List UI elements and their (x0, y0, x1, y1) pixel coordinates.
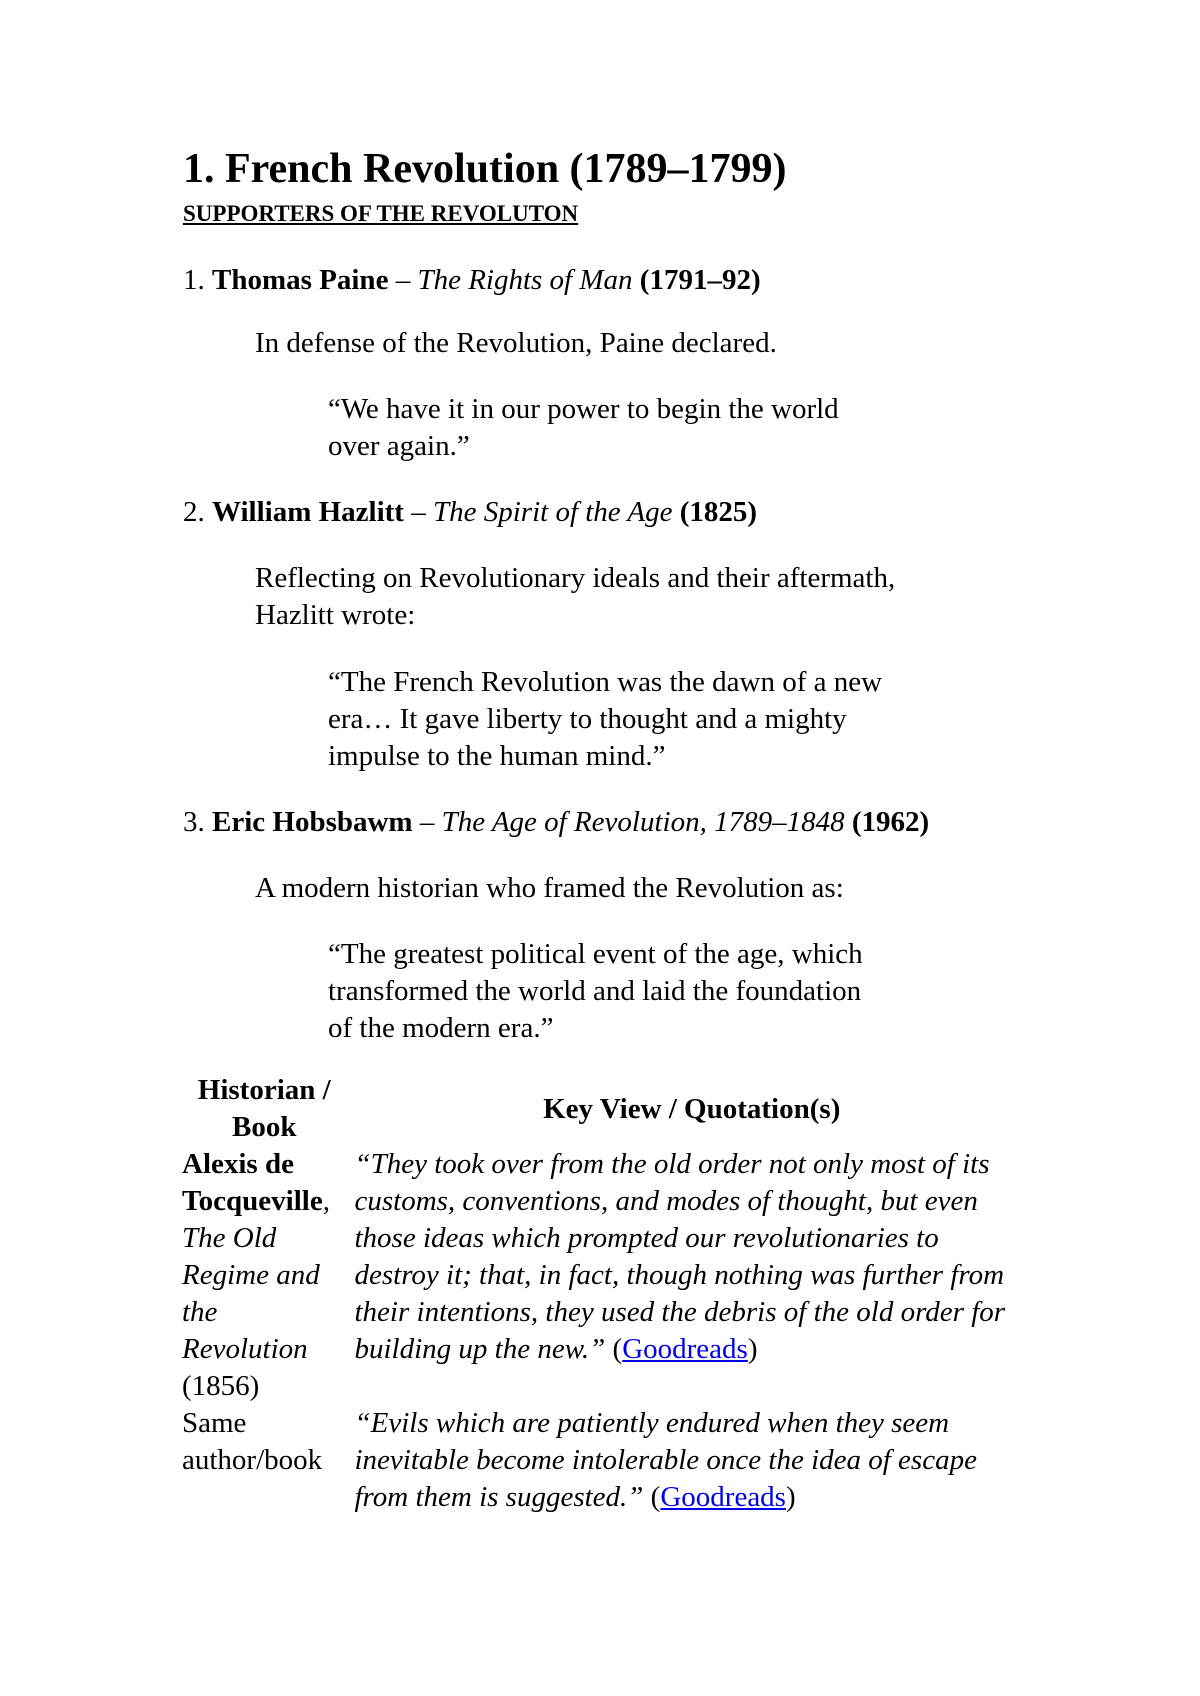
historian-author: Same author/book (182, 1407, 323, 1476)
entry-year: (1791–92) (632, 264, 761, 296)
entry-book: The Rights of Man (417, 264, 633, 296)
entry-author: William Hazlitt (212, 496, 404, 528)
historian-author: Alexis de Tocqueville (182, 1148, 323, 1217)
historian-year: (1856) (182, 1370, 260, 1402)
entry-book: The Age of Revolution, 1789–1848 (441, 806, 845, 838)
header-key-view: Key View / Quotation(s) (543, 1092, 841, 1125)
entry-intro: A modern historian who framed the Revolution as: (255, 872, 844, 904)
historian-book: The Old Regime and the Revolution (182, 1222, 320, 1365)
entry-intro: In defense of the Revolution, Paine declared. (255, 327, 777, 359)
entry-author: Eric Hobsbawm (212, 806, 413, 838)
entry-quote-line: impulse to the human mind.” (328, 740, 666, 772)
table-row (178, 1405, 1033, 1516)
entry-intro: Hazlitt wrote: (255, 599, 416, 631)
entry-heading: 3. Eric Hobsbawm – The Age of Revolution, 1789–1848 (1962) (183, 806, 930, 838)
entry-year: (1825) (672, 496, 758, 528)
entry-quote-line: of the modern era.” (328, 1012, 554, 1044)
historians-table (178, 1072, 1033, 1516)
goodreads-link[interactable]: Goodreads (660, 1481, 786, 1513)
quotation-cell: “They took over from the old order not only most of its customs, conventions, and modes of thought, but even those ideas which prompted our revolutionaries to destroy it; that, in fact, though nothing was further from their intentions, they used the debris of the old order for building up the new.” (Goodreads) (354, 1148, 1006, 1365)
entry-quote-line: transformed the world and laid the foundation (328, 975, 862, 1007)
entry-quote-line: over again.” (328, 430, 470, 462)
section-subtitle: SUPPORTERS OF THE REVOLUTON (183, 201, 579, 226)
quotation-text: “Evils which are patiently endured when they seem inevitable become intolerable once the idea of escape from them is suggested.” (354, 1407, 977, 1513)
goodreads-link[interactable]: Goodreads (622, 1333, 748, 1365)
entry-heading: 2. William Hazlitt – The Spirit of the Age (1825) (183, 496, 758, 528)
historian-cell (178, 1405, 350, 1516)
entry-book: The Spirit of the Age (432, 496, 673, 528)
table-row (178, 1146, 1033, 1405)
entry-heading: 1. Thomas Paine – The Rights of Man (1791–92) (183, 264, 761, 296)
historian-cell: Alexis de Tocqueville, The Old Regime and the Revolution (1856) (182, 1148, 330, 1402)
page-title: 1. French Revolution (1789–1799) (183, 146, 787, 192)
entry-quote-line: era… It gave liberty to thought and a mighty (328, 703, 847, 735)
quotation-cell: “Evils which are patiently endured when they seem inevitable become intolerable once the idea of escape from them is suggested.” (Goodreads) (354, 1407, 977, 1513)
entry-quote-line: “We have it in our power to begin the world (328, 393, 839, 425)
entry-quote-line: “The greatest political event of the age, which (328, 938, 863, 970)
table-header-row (178, 1072, 1033, 1146)
header-historian-book: Historian / Book (197, 1074, 331, 1143)
entry-quote-line: “The French Revolution was the dawn of a new (328, 666, 883, 698)
entry-year: (1962) (844, 806, 930, 838)
entry-author: Thomas Paine (212, 264, 389, 296)
entry-intro: Reflecting on Revolutionary ideals and their aftermath, (255, 562, 896, 594)
quotation-text: “They took over from the old order not only most of its customs, conventions, and modes of thought, but even those ideas which prompted our revolutionaries to destroy it; that, in fact, though nothing was further from their intentions, they used the debris of the old order for building up the new.” (354, 1148, 1006, 1365)
